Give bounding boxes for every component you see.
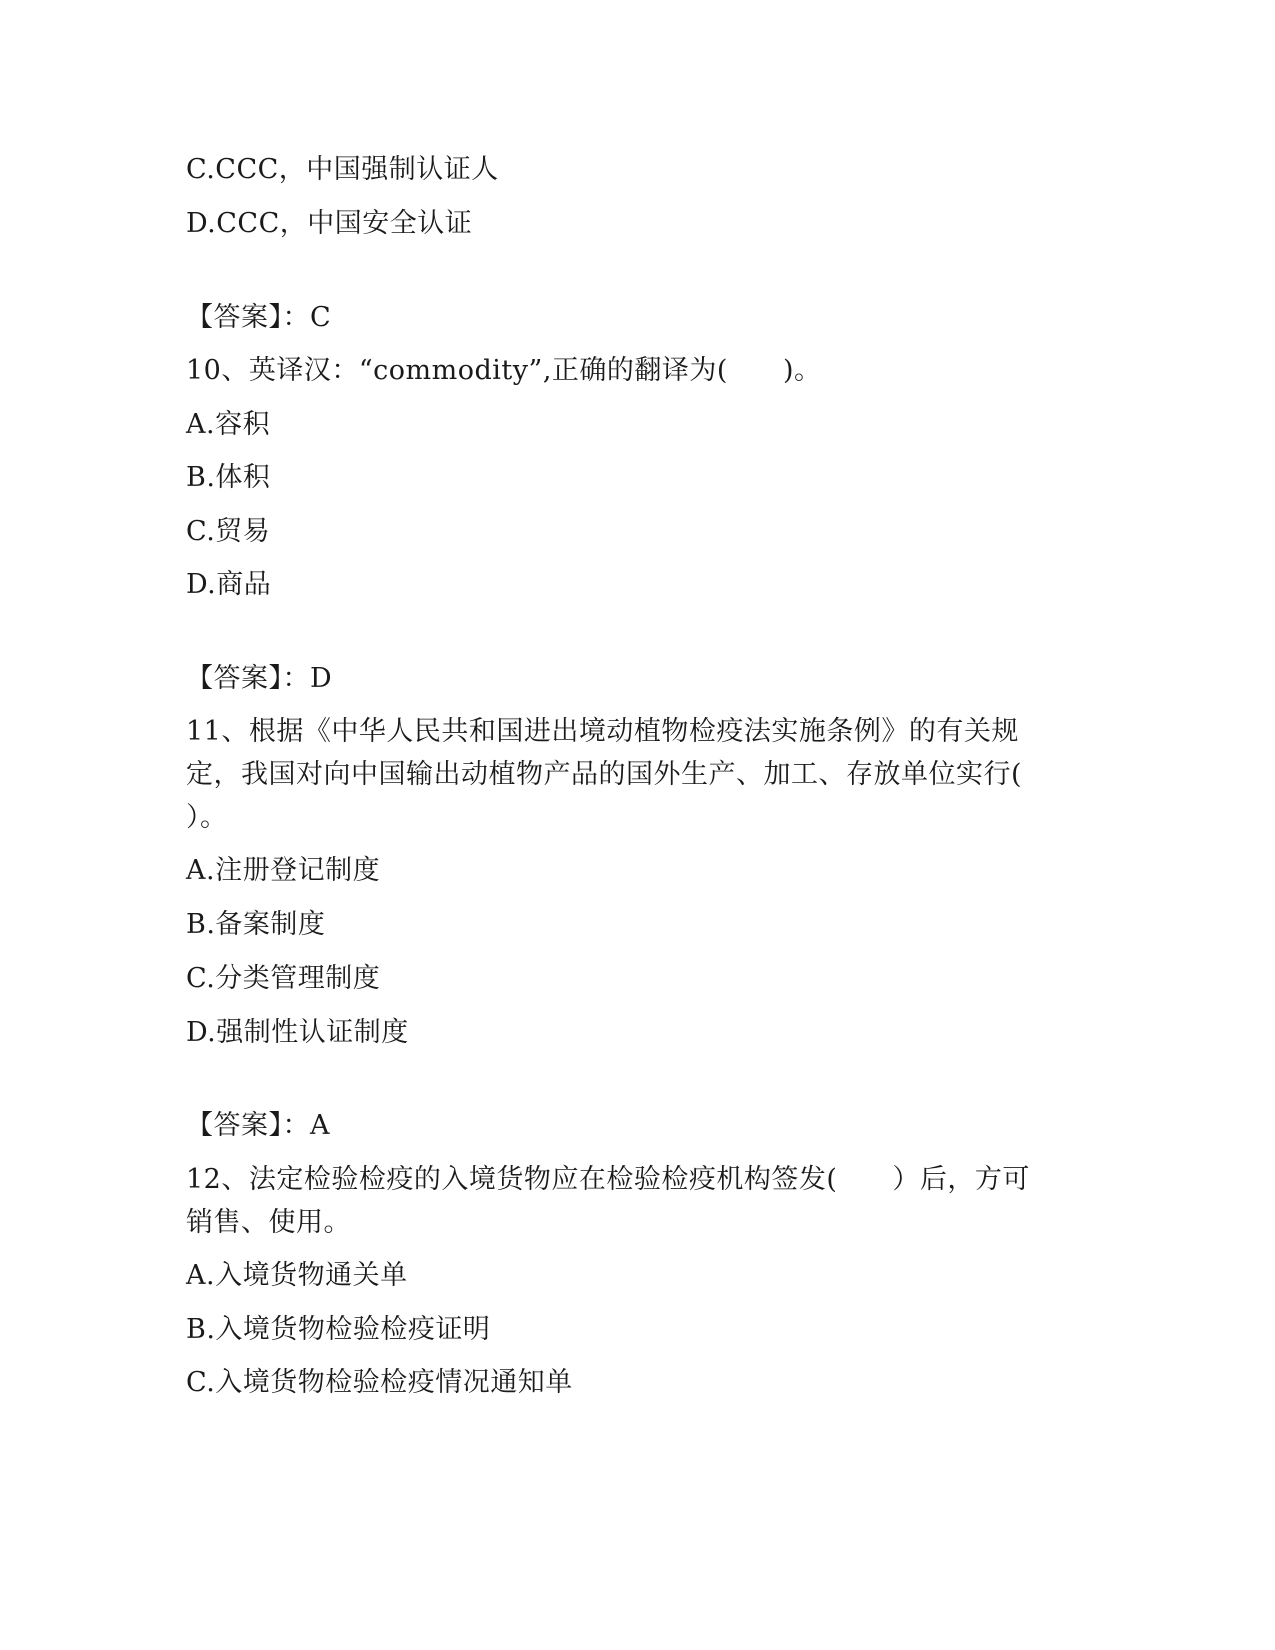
q11-option-d: D.强制性认证制度	[186, 1017, 409, 1048]
q10-option-c: C.贸易	[186, 516, 271, 547]
q9-answer: 【答案】：C	[186, 302, 332, 333]
q12-option-b: B.入境货物检验检疫证明	[186, 1314, 491, 1345]
q12-option-a: A.入境货物通关单	[186, 1260, 408, 1291]
q11-question-line-3: ）。	[186, 802, 228, 833]
q11-option-c: C.分类管理制度	[186, 963, 381, 994]
q9-option-c: C.CCC，中国强制认证人	[186, 154, 499, 185]
q10-option-a: A.容积	[186, 409, 271, 440]
q11-question-line-2: 定，我国对向中国输出动植物产品的国外生产、加工、存放单位实行(	[186, 759, 1023, 790]
q11-option-a: A.注册登记制度	[186, 855, 381, 886]
q12-option-c: C.入境货物检验检疫情况通知单	[186, 1367, 573, 1398]
q10-option-b: B.体积	[186, 462, 271, 493]
q12-question-line-2: 销售、使用。	[186, 1207, 351, 1238]
q12-question-line-1: 12、法定检验检疫的入境货物应在检验检疫机构签发( ）后，方可	[186, 1164, 1030, 1195]
q10-answer: 【答案】：D	[186, 663, 333, 694]
q10-option-d: D.商品	[186, 569, 272, 600]
q11-answer: 【答案】：A	[186, 1110, 330, 1141]
q9-option-d: D.CCC，中国安全认证	[186, 208, 473, 239]
q11-option-b: B.备案制度	[186, 909, 326, 940]
q11-question-line-1: 11、根据《中华人民共和国进出境动植物检疫法实施条例》的有关规	[186, 716, 1019, 747]
q10-question: 10、英译汉：“commodity”,正确的翻译为( )。	[186, 355, 822, 386]
